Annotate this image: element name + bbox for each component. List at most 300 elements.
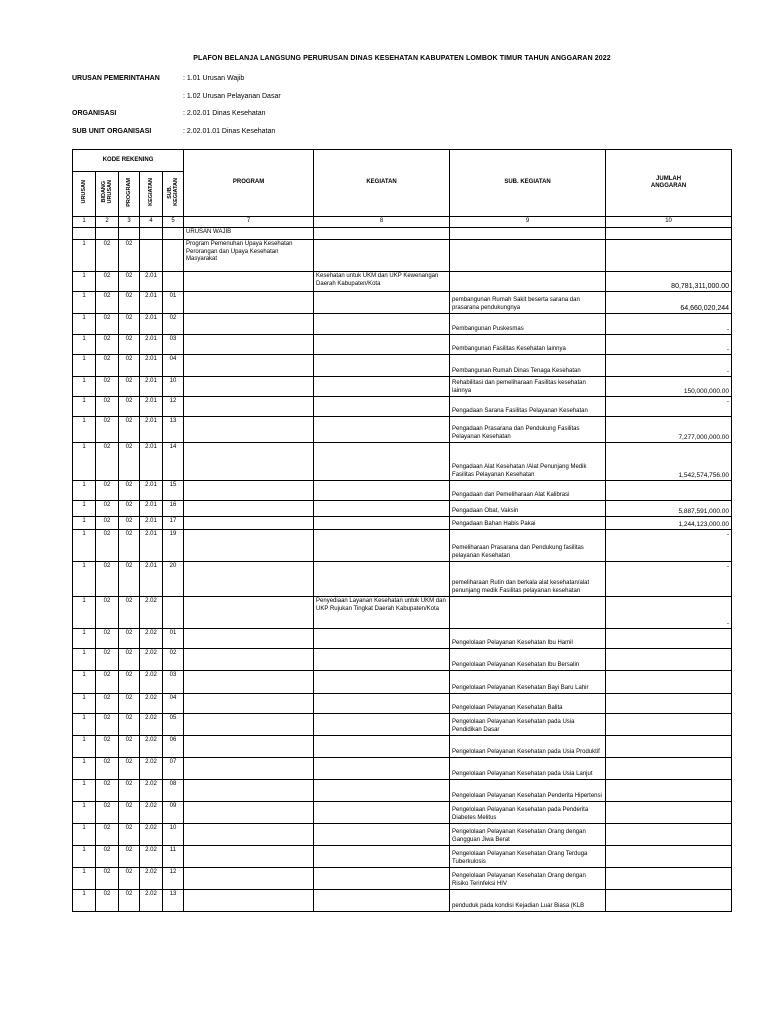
info-value: : 2.02.01.01 Dinas Kesehatan [183,127,276,135]
header-urusan-cell [73,172,96,217]
cell-sub-kegiatan: Pengelolaan Pelayanan Kesehatan Orang Terduga Tuberkulosis [450,846,606,868]
cell-program [184,501,314,517]
cell-bidang-urusan [96,228,119,240]
cell-program [184,671,314,694]
cell-bidang-urusan: 02 [96,377,119,397]
cell-jumlah-anggaran: - [606,530,732,562]
table-row [73,517,732,530]
cell-sub-kegiatan-code: 01 [163,629,184,649]
cell-kegiatan [314,802,450,824]
cell-program-code: 02 [119,292,140,314]
cell-bidang-urusan: 02 [96,758,119,780]
cell-program [184,517,314,530]
table-row [73,629,732,649]
cell-urusan: 1 [73,501,96,517]
cell-kegiatan-code: 2.01 [140,517,163,530]
cell-program [184,890,314,912]
cell-kegiatan-code: 2.01 [140,443,163,481]
cell-sub-kegiatan-code: 05 [163,714,184,736]
cell-program-code [119,228,140,240]
cell-bidang-urusan: 02 [96,240,119,272]
cell-kegiatan [314,868,450,890]
cell-sub-kegiatan-code: 04 [163,694,184,714]
cell-urusan: 1 [73,694,96,714]
cell-program [184,481,314,501]
cell-jumlah-anggaran: 1,244,123,000.00 [606,517,732,530]
cell-kegiatan-code: 2.02 [140,846,163,868]
cell-sub-kegiatan-code: 13 [163,417,184,443]
cell-program [184,314,314,335]
cell-sub-kegiatan: Pengadaan Prasarana dan Pendukung Fasilitas Pelayanan Kesehatan [450,417,606,443]
table-row [73,501,732,517]
cell-kegiatan-code: 2.01 [140,355,163,377]
cell-jumlah-anggaran [606,714,732,736]
cell-kegiatan [314,397,450,417]
header-program-code-cell [119,172,140,217]
cell-bidang-urusan: 02 [96,802,119,824]
table-row [73,736,732,758]
cell-sub-kegiatan-code: 04 [163,355,184,377]
cell-bidang-urusan: 02 [96,846,119,868]
table-row [73,397,732,417]
cell-kegiatan-code: 2.01 [140,292,163,314]
table-row [73,824,732,846]
cell-sub-kegiatan [450,228,606,240]
cell-kegiatan [314,292,450,314]
cell-sub-kegiatan: Pengelolaan Pelayanan Kesehatan Orang dengan Risiko Terinfeksi HIV [450,868,606,890]
cell-program-code: 02 [119,736,140,758]
cell-program-code: 02 [119,272,140,292]
cell-program [184,335,314,355]
info-label: SUB UNIT ORGANISASI [72,127,152,135]
cell-sub-kegiatan-code: 12 [163,868,184,890]
cell-sub-kegiatan-code: 10 [163,377,184,397]
cell-kegiatan [314,714,450,736]
cell-urusan: 1 [73,517,96,530]
cell-program-code: 02 [119,671,140,694]
cell-kegiatan-code: 2.02 [140,736,163,758]
cell-urusan: 1 [73,417,96,443]
cell-jumlah-anggaran [606,629,732,649]
cell-urusan: 1 [73,597,96,629]
cell-kegiatan [314,417,450,443]
header-kegiatan-code-cell [140,172,163,217]
cell-sub-kegiatan-code: 01 [163,292,184,314]
cell-program-code: 02 [119,417,140,443]
cell-program [184,629,314,649]
cell-kegiatan [314,780,450,802]
budget-table [72,149,732,912]
cell-urusan: 1 [73,335,96,355]
header-sub-kegiatan: SUB. KEGIATAN [450,150,606,217]
cell-kegiatan-code: 2.02 [140,694,163,714]
cell-kegiatan: Penyediaan Layanan Kesehatan untuk UKM dan UKP Rujukan Tingkat Daerah Kabupaten/Kota [314,597,450,629]
cell-kegiatan-code: 2.01 [140,335,163,355]
cell-jumlah-anggaran: 150,000,000.00 [606,377,732,397]
column-number: 9 [450,217,606,228]
header-kegiatan: KEGIATAN [314,150,450,217]
column-number: 1 [73,217,96,228]
cell-sub-kegiatan: Pengelolaan Pelayanan Kesehatan Balita [450,694,606,714]
page-title: PLAFON BELANJA LANGSUNG PERURUSAN DINAS KESEHATAN KABUPATEN LOMBOK TIMUR TAHUN ANGGARAN 2022 [193,55,611,62]
header-jumlah-anggaran: JUMLAH ANGGARAN [606,150,732,217]
cell-sub-kegiatan-code: 07 [163,758,184,780]
cell-sub-kegiatan: Pengelolaan Pelayanan Kesehatan pada Usia Produktif [450,736,606,758]
cell-sub-kegiatan [450,597,606,629]
cell-sub-kegiatan-code: 20 [163,562,184,597]
cell-program-code: 02 [119,868,140,890]
cell-program [184,562,314,597]
cell-jumlah-anggaran: - [606,314,732,335]
cell-jumlah-anggaran [606,671,732,694]
table-row [73,240,732,272]
cell-kegiatan [314,530,450,562]
cell-kegiatan-code: 2.02 [140,890,163,912]
table-row [73,890,732,912]
cell-sub-kegiatan: Rehabilitasi dan pemeliharaan Fasilitas kesehatan lainnya [450,377,606,397]
cell-kegiatan-code: 2.01 [140,272,163,292]
cell-urusan: 1 [73,736,96,758]
cell-sub-kegiatan-code: 17 [163,517,184,530]
cell-jumlah-anggaran: 64,660,020,244 [606,292,732,314]
cell-program-code: 02 [119,397,140,417]
cell-kegiatan [314,335,450,355]
header-sub-kegiatan-code-cell [163,172,184,217]
cell-urusan: 1 [73,780,96,802]
table-row [73,562,732,597]
cell-jumlah-anggaran [606,481,732,501]
cell-jumlah-anggaran [606,824,732,846]
cell-sub-kegiatan: penduduk pada kondisi Kejadian Luar Biasa (KLB [450,890,606,912]
cell-kegiatan-code: 2.01 [140,397,163,417]
cell-program-code: 02 [119,780,140,802]
cell-kegiatan [314,517,450,530]
cell-urusan: 1 [73,649,96,671]
cell-program-code: 02 [119,355,140,377]
cell-sub-kegiatan: Pengelolaan Pelayanan Kesehatan Bayi Baru Lahir [450,671,606,694]
cell-kegiatan-code: 2.01 [140,501,163,517]
cell-bidang-urusan: 02 [96,780,119,802]
cell-program [184,780,314,802]
info-label: ORGANISASI [72,110,117,117]
cell-sub-kegiatan: Pengelolaan Pelayanan Kesehatan Ibu Hamil [450,629,606,649]
cell-sub-kegiatan-code: 06 [163,736,184,758]
cell-urusan: 1 [73,629,96,649]
cell-bidang-urusan: 02 [96,397,119,417]
table-row [73,694,732,714]
cell-urusan: 1 [73,671,96,694]
cell-bidang-urusan: 02 [96,629,119,649]
table-row [73,802,732,824]
cell-kegiatan [314,629,450,649]
cell-sub-kegiatan-code: 19 [163,530,184,562]
cell-program-code: 02 [119,846,140,868]
column-number: 4 [140,217,163,228]
info-row-sub-unit [72,128,532,146]
column-number: 3 [119,217,140,228]
cell-sub-kegiatan-code: 15 [163,481,184,501]
cell-sub-kegiatan: Pengelolaan Pelayanan Kesehatan pada Usia Lanjut [450,758,606,780]
cell-kegiatan-code: 2.01 [140,417,163,443]
cell-program-code: 02 [119,314,140,335]
cell-kegiatan [314,228,450,240]
cell-urusan: 1 [73,272,96,292]
info-value: : 2.02.01 Dinas Kesehatan [183,110,266,117]
cell-urusan: 1 [73,802,96,824]
cell-bidang-urusan: 02 [96,824,119,846]
column-number: 10 [606,217,732,228]
cell-urusan: 1 [73,824,96,846]
cell-urusan: 1 [73,397,96,417]
cell-program-code: 02 [119,481,140,501]
table-row [73,417,732,443]
cell-jumlah-anggaran [606,736,732,758]
cell-bidang-urusan: 02 [96,597,119,629]
cell-kegiatan [314,240,450,272]
cell-bidang-urusan: 02 [96,417,119,443]
cell-kegiatan-code: 2.02 [140,824,163,846]
cell-program-code: 02 [119,377,140,397]
cell-jumlah-anggaran [606,890,732,912]
cell-urusan [73,228,96,240]
cell-kegiatan [314,355,450,377]
cell-sub-kegiatan: Pengelolaan Pelayanan Kesehatan Orang dengan Gangguan Jiwa Berat [450,824,606,846]
table-row [73,443,732,481]
cell-program [184,824,314,846]
cell-jumlah-anggaran [606,228,732,240]
cell-urusan: 1 [73,355,96,377]
cell-program-code: 02 [119,562,140,597]
cell-sub-kegiatan: Pembangunan Fasilitas Kesehatan lainnya [450,335,606,355]
cell-urusan: 1 [73,314,96,335]
column-number-row [73,217,732,228]
cell-program [184,597,314,629]
cell-sub-kegiatan: Pemeliharaan Prasarana dan Pendukung fasilitas pelayanan Kesehatan [450,530,606,562]
table-row [73,355,732,377]
cell-kegiatan [314,501,450,517]
cell-program [184,868,314,890]
cell-sub-kegiatan-code: 10 [163,824,184,846]
cell-kegiatan-code: 2.02 [140,780,163,802]
cell-bidang-urusan: 02 [96,314,119,335]
cell-sub-kegiatan: Pengelolaan Pelayanan Kesehatan Penderita Hipertensi [450,780,606,802]
cell-urusan: 1 [73,443,96,481]
cell-program [184,292,314,314]
cell-urusan: 1 [73,890,96,912]
cell-kegiatan-code: 2.01 [140,377,163,397]
cell-urusan: 1 [73,714,96,736]
cell-sub-kegiatan: Pengelolaan Pelayanan Kesehatan Ibu Bersalin [450,649,606,671]
table-row [73,272,732,292]
cell-program-code: 02 [119,443,140,481]
table-row [73,314,732,335]
cell-program [184,272,314,292]
cell-sub-kegiatan-code [163,228,184,240]
cell-bidang-urusan: 02 [96,501,119,517]
header-urusan: URUSAN [81,180,87,205]
cell-kegiatan [314,671,450,694]
cell-program [184,397,314,417]
cell-urusan: 1 [73,758,96,780]
cell-program [184,443,314,481]
cell-kegiatan-code: 2.02 [140,649,163,671]
cell-kegiatan-code: 2.02 [140,671,163,694]
cell-kegiatan [314,443,450,481]
cell-jumlah-anggaran: - [606,355,732,377]
cell-kegiatan-code: 2.01 [140,314,163,335]
cell-kegiatan [314,314,450,335]
cell-bidang-urusan: 02 [96,517,119,530]
cell-kegiatan-code: 2.01 [140,562,163,597]
cell-bidang-urusan: 02 [96,530,119,562]
cell-sub-kegiatan [450,240,606,272]
cell-bidang-urusan: 02 [96,694,119,714]
cell-urusan: 1 [73,562,96,597]
cell-kegiatan [314,649,450,671]
column-number: 7 [184,217,314,228]
cell-bidang-urusan: 02 [96,335,119,355]
cell-sub-kegiatan [450,272,606,292]
cell-program [184,846,314,868]
cell-sub-kegiatan-code [163,272,184,292]
cell-program: Program Pemenuhan Upaya Kesehatan Perorangan dan Upaya Kesehatan Masyarakat [184,240,314,272]
cell-kegiatan-code: 2.01 [140,481,163,501]
info-row-organisasi [72,110,532,128]
cell-program [184,758,314,780]
table-row [73,335,732,355]
table-row [73,292,732,314]
cell-kegiatan-code: 2.02 [140,597,163,629]
header-program-code: PROGRAM [126,177,132,207]
cell-jumlah-anggaran: - [606,397,732,417]
cell-urusan: 1 [73,868,96,890]
table-row [73,649,732,671]
cell-program: URUSAN WAJIB [184,228,314,240]
cell-bidang-urusan: 02 [96,868,119,890]
cell-jumlah-anggaran [606,868,732,890]
cell-kegiatan-code: 2.02 [140,714,163,736]
cell-bidang-urusan: 02 [96,890,119,912]
cell-sub-kegiatan: Pengelolaan Pelayanan Kesehatan pada Usia Pendidikan Dasar [450,714,606,736]
cell-jumlah-anggaran: - [606,597,732,629]
cell-jumlah-anggaran: - [606,562,732,597]
table-row [73,597,732,629]
cell-sub-kegiatan-code [163,240,184,272]
cell-program-code: 02 [119,802,140,824]
cell-jumlah-anggaran [606,649,732,671]
cell-sub-kegiatan-code: 03 [163,671,184,694]
cell-sub-kegiatan-code: 11 [163,846,184,868]
cell-program [184,530,314,562]
cell-jumlah-anggaran [606,846,732,868]
cell-kegiatan-code [140,228,163,240]
column-number: 5 [163,217,184,228]
table-row [73,530,732,562]
cell-program [184,802,314,824]
cell-sub-kegiatan: Pengadaan Sarana Fasilitas Pelayanan Kesehatan [450,397,606,417]
cell-jumlah-anggaran [606,802,732,824]
cell-bidang-urusan: 02 [96,481,119,501]
cell-sub-kegiatan-code: 02 [163,314,184,335]
cell-kegiatan [314,694,450,714]
cell-kegiatan [314,562,450,597]
cell-program-code: 02 [119,530,140,562]
cell-sub-kegiatan-code: 02 [163,649,184,671]
cell-sub-kegiatan: Pembangunan Rumah Dinas Tenaga Kesehatan [450,355,606,377]
table-row [73,780,732,802]
cell-program-code: 02 [119,758,140,780]
cell-program-code: 02 [119,335,140,355]
cell-bidang-urusan: 02 [96,443,119,481]
cell-program-code: 02 [119,240,140,272]
header-sub-kegiatan-code: SUB. KEGIATAN [167,178,180,207]
info-row-urusan [72,75,532,93]
cell-jumlah-anggaran [606,694,732,714]
cell-sub-kegiatan: pemeliharaan Rutin dan berkala alat kesehatan/alat penunjang medik Fasilitas pelayanan kesehatan [450,562,606,597]
column-number: 2 [96,217,119,228]
cell-jumlah-anggaran: 5,887,591,000.00 [606,501,732,517]
cell-jumlah-anggaran: 7,277,000,000.00 [606,417,732,443]
header-program: PROGRAM [184,150,314,217]
cell-program-code: 02 [119,649,140,671]
cell-bidang-urusan: 02 [96,736,119,758]
column-number: 8 [314,217,450,228]
cell-urusan: 1 [73,240,96,272]
cell-sub-kegiatan-code: 03 [163,335,184,355]
cell-bidang-urusan: 02 [96,562,119,597]
cell-sub-kegiatan: Pengadaan Alat Kesehatan /Alat Penunjang Medik Fasilitas Pelayanan Kesehatan [450,443,606,481]
cell-sub-kegiatan-code [163,597,184,629]
table-row [73,671,732,694]
header-bidang-cell [96,172,119,217]
cell-kegiatan-code: 2.02 [140,802,163,824]
cell-sub-kegiatan-code: 13 [163,890,184,912]
cell-kegiatan-code: 2.01 [140,530,163,562]
cell-jumlah-anggaran [606,780,732,802]
cell-program-code: 02 [119,824,140,846]
cell-urusan: 1 [73,846,96,868]
cell-bidang-urusan: 02 [96,714,119,736]
cell-program-code: 02 [119,629,140,649]
cell-kegiatan [314,736,450,758]
cell-program [184,417,314,443]
cell-kegiatan [314,481,450,501]
cell-kegiatan-code [140,240,163,272]
cell-bidang-urusan: 02 [96,272,119,292]
cell-program-code: 02 [119,714,140,736]
cell-program [184,355,314,377]
info-block [72,75,532,145]
table-row [73,228,732,240]
cell-program [184,649,314,671]
cell-sub-kegiatan-code: 14 [163,443,184,481]
cell-jumlah-anggaran: 1,542,574,756.00 [606,443,732,481]
table-row [73,758,732,780]
cell-kegiatan [314,824,450,846]
budget-rows [73,228,732,912]
table-row [73,481,732,501]
cell-program [184,714,314,736]
cell-program-code: 02 [119,694,140,714]
cell-jumlah-anggaran [606,758,732,780]
cell-sub-kegiatan-code: 16 [163,501,184,517]
cell-kegiatan-code: 2.02 [140,758,163,780]
cell-jumlah-anggaran [606,240,732,272]
cell-kegiatan-code: 2.02 [140,629,163,649]
cell-program [184,736,314,758]
cell-sub-kegiatan: Pengadaan dan Pemeliharaan Alat Kalibrasi [450,481,606,501]
cell-bidang-urusan: 02 [96,649,119,671]
